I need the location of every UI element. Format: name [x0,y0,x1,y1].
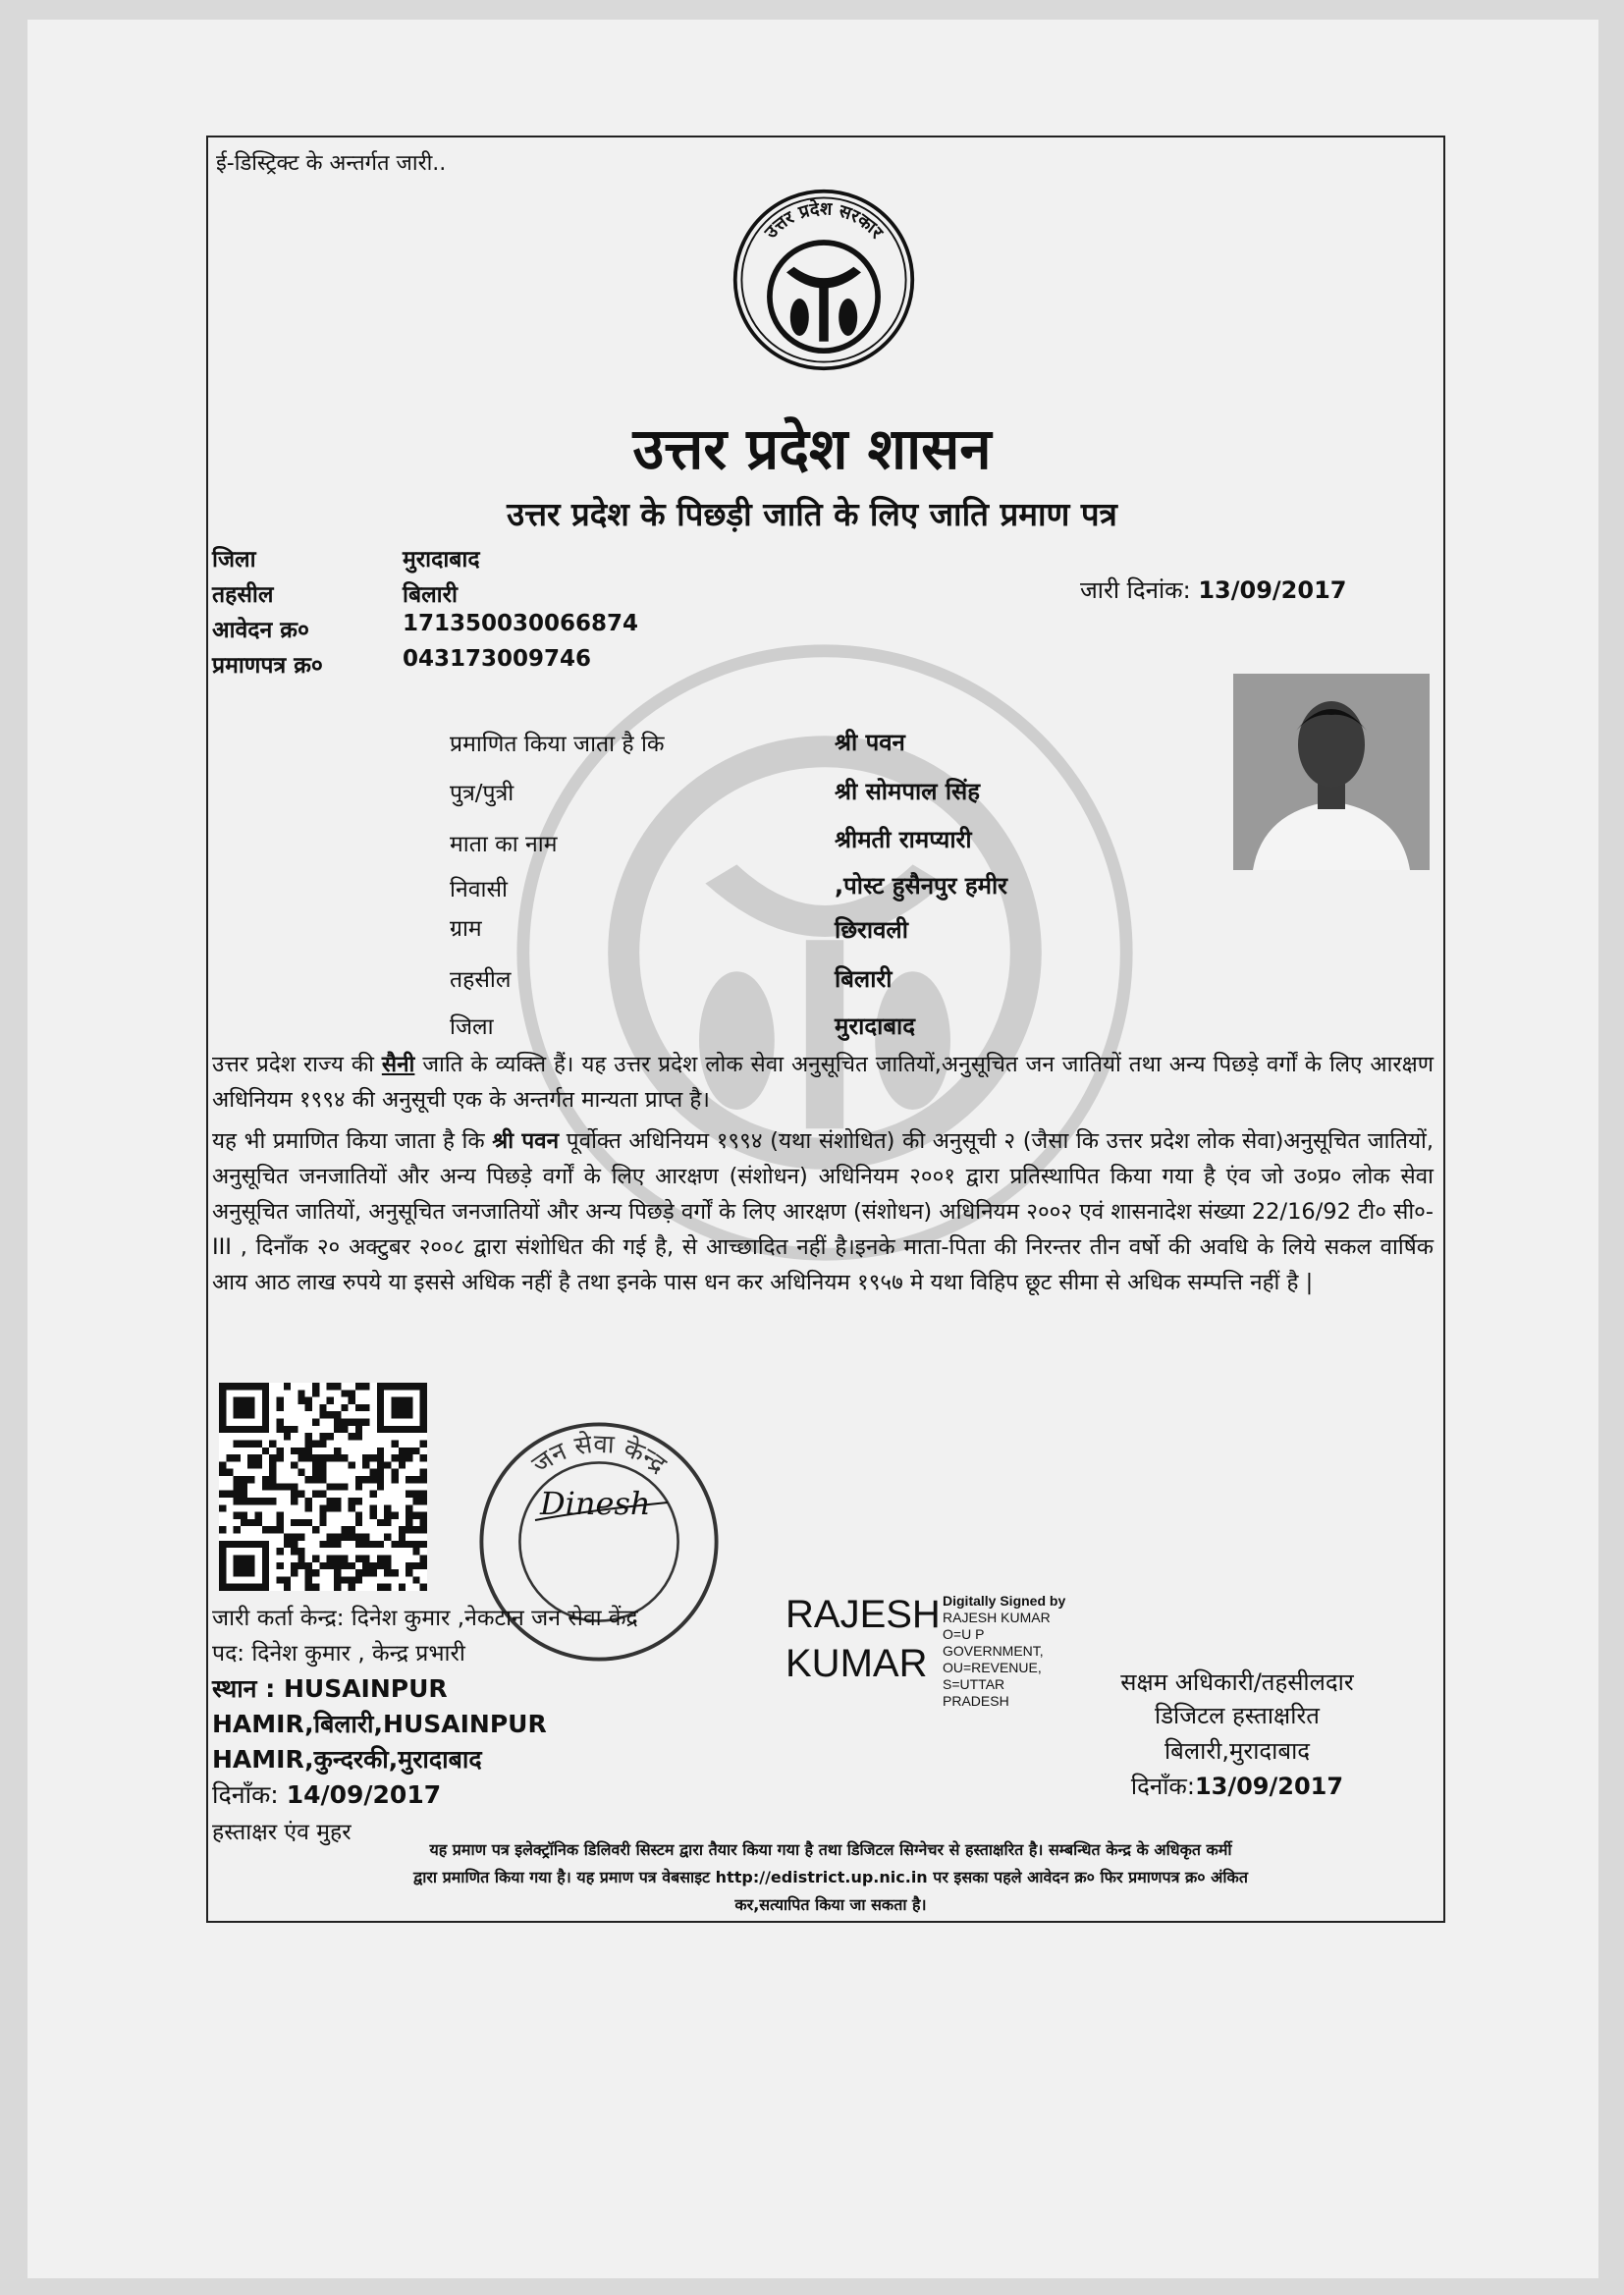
issue-date [1080,574,1346,606]
detail-label-tehsil: तहसील [450,967,512,993]
detail-value-name: श्री पवन [835,729,905,756]
detail-value-mother: श्रीमती रामप्यारी [835,826,972,853]
digsig-line-2: RAJESH KUMAR [943,1610,1051,1625]
certification-name: श्री पवन [492,1128,560,1154]
digital-signer-first-name: RAJESH [785,1593,941,1636]
certification-paragraph-rest: पूर्वोक्त अधिनियम १९९४ (यथा संशोधित) की अनुसूची २ (जैसा कि उत्तर प्रदेश लोक सेवा)अनुसूचित जातियों, अनुसूचित जनजातियों और अन्य पिछड़े वर्गों के लिए आरक्षण (संशोधन) अधिनियम २००१ द्वारा प्रतिस्थापित किया गया है एंव जो उ०प्र० लोक सेवा अनुसूचित जातियों, अनुसूचित जनजातियों और अन्य पिछड़े वर्गों के लिए आरक्षण (संशोधन) अधिनियम २००२ एवं शासनादेश संख्या 22/16/92 टी० सी०-III , दिनाँक २० अक्टुबर २००८ द्वारा संशोधित की गई है, से आच्छादित नहीं है।इनके माता-पिता की निरन्तर तीन वर्षो की अवधि के लिये सकल वार्षिक आय आठ लाख रुपये या इससे अधिक नहीं है तथा इनके पास धन कर अधिनियम १९५७ मे यथा विहिप छूट सीमा से अधिक सम्पत्ति नहीं है | [212,1128,1435,1295]
certification-paragraph-start: यह भी प्रमाणित किया जाता है कि [212,1128,485,1154]
authority-title: सक्षम अधिकारी/तहसीलदार [1120,1668,1354,1696]
authority-date-value: 13/09/2017 [1194,1773,1344,1800]
certificate-label: प्रमाणपत्र क्र० [212,653,323,679]
digsig-line-6: S=UTTAR [943,1676,1005,1692]
detail-value-village: छिरावली [835,916,908,944]
detail-value-resident: ,पोस्ट हुसैनपुर हमीर [835,872,1007,900]
applicant-photo [1233,674,1430,870]
tehsil-value: बिलारी [403,582,459,608]
detail-label-mother: माता का नाम [450,832,558,857]
issuer-post: पद: दिनेश कुमार , केन्द्र प्रभारी [212,1641,465,1667]
issuing-centre: जारी कर्ता केन्द्र: दिनेश कुमार ,नेकटान जन सेवा केंद्र [212,1606,638,1631]
footer-line-3: कर,सत्यापित किया जा सकता है। [734,1895,927,1914]
issuer-date-label: दिनाँक: [212,1780,279,1809]
authority-date [1080,1770,1394,1802]
authority-place: बिलारी,मुरादाबाद [1164,1737,1311,1765]
footer-line-1: यह प्रमाण पत्र इलेक्ट्रॉनिक डिलिवरी सिस्टम द्वारा तैयार किया गया है तथा डिजिटल सिग्नेचर से हस्ताक्षरित है। सम्बन्धित केन्द्र के अधिकृत कर्मी [429,1840,1232,1859]
detail-label-resident: निवासी [450,877,508,902]
digital-signature-details [943,1593,1065,1710]
issue-date-label: जारी दिनांक: [1080,576,1191,604]
application-label: आवेदन क्र० [212,618,309,643]
up-government-emblem [731,187,917,373]
place-line-2: HAMIR,बिलारी,HUSAINPUR [212,1710,547,1738]
caste-paragraph-start: उत्तर प्रदेश राज्य की [212,1052,374,1077]
detail-label-certified: प्रमाणित किया जाता है कि [450,732,665,757]
issued-under-note: ई-डिस्ट्रिक्ट के अन्तर्गत जारी.. [216,151,447,176]
caste-paragraph-rest: जाति के व्यक्ति हैं। यह उत्तर प्रदेश लोक सेवा अनुसूचित जातियों,अनुसूचित जन जातियों तथा अन्य पिछड़े वर्गों के लिए आरक्षण अधिनियम १९९४ की अनुसूची एक के अन्तर्गत मान्यता प्राप्त है। [212,1052,1434,1113]
certificate-title: उत्तर प्रदेश के पिछड़ी जाति के लिए जाति प्रमाण पत्र [507,495,1117,533]
government-title: उत्तर प्रदेश शासन [632,415,992,482]
place-line-1: HUSAINPUR [283,1674,448,1703]
digsig-line-3: O=U P [943,1626,985,1642]
application-number: 171350030066874 [403,611,639,636]
signature-scribble [530,1473,677,1542]
caste-paragraph [212,1047,1434,1118]
place-line-3: HAMIR,कुन्दरकी,मुरादाबाद [212,1745,482,1774]
caste-name: सैनी [381,1052,415,1077]
certificate-number: 043173009746 [403,646,592,672]
place-label: स्थान : [212,1674,276,1703]
district-value: मुरादाबाद [403,547,480,573]
issue-date-value: 13/09/2017 [1198,576,1347,604]
digital-signer-last-name: KUMAR [785,1642,928,1685]
authority-date-label: दिनाँक: [1130,1773,1195,1800]
seal-text: जन सेवा केन्द्र [526,1429,672,1480]
emblem-text: उत्तर प्रदेश सरकार [760,198,888,244]
detail-label-son-of: पुत्र/पुत्री [450,781,514,806]
qr-code [218,1383,428,1591]
verification-footer [226,1836,1435,1919]
digsig-line-1: Digitally Signed by [943,1593,1066,1609]
detail-value-district: मुरादाबाद [835,1012,916,1040]
detail-value-tehsil: बिलारी [835,965,893,993]
issuer-place [212,1671,448,1705]
issuer-date [212,1777,441,1811]
digsig-line-5: OU=REVENUE, [943,1660,1042,1675]
detail-label-village: ग्राम [450,916,482,942]
footer-line-2: द्वारा प्रमाणित किया गया है। यह प्रमाण पत्र वेबसाइट http://edistrict.up.nic.in पर इसका पहले आवेदन क्र० फिर प्रमाणपत्र क्र० अंकित [413,1868,1248,1886]
detail-label-district: जिला [450,1014,494,1040]
issuer-date-value: 14/09/2017 [286,1780,442,1809]
sign-and-seal-note: हस्ताक्षर एंव मुहर [212,1820,352,1845]
authority-digitally-signed: डिजिटल हस्ताक्षरित [1155,1702,1320,1729]
certification-paragraph [212,1123,1434,1300]
tehsil-label: तहसील [212,582,274,608]
digsig-line-4: GOVERNMENT, [943,1643,1044,1659]
district-label: जिला [212,547,256,573]
seal-signature: Dinesh [540,1485,651,1522]
digsig-line-7: PRADESH [943,1693,1009,1709]
detail-value-father: श्री सोमपाल सिंह [835,778,981,805]
